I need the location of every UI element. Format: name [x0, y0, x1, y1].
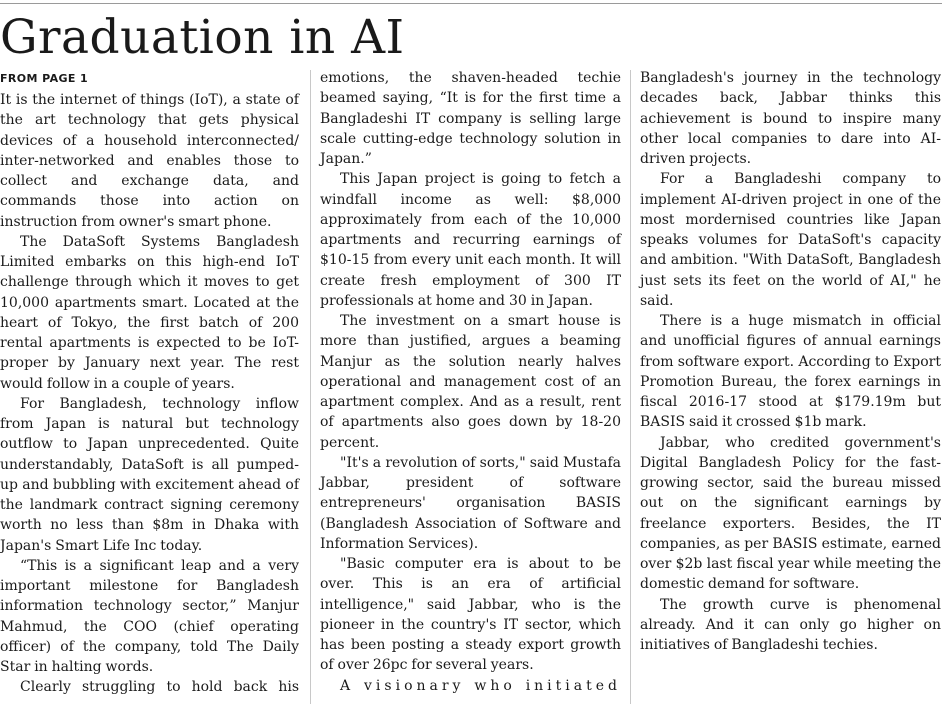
paragraph: emotions, the shaven-headed techie beamed saying, “It is for the first time a Bangladeshi IT company is selling large scale cutting-edge technology solution in Japan.”: [320, 70, 621, 167]
column-2: [320, 68, 621, 696]
jump-label: FROM PAGE 1: [0, 72, 89, 85]
paragraph: The DataSoft Systems Bangladesh Limited embarks on this high-end IoT challenge through which it moves to get 10,000 apartments smart. Located at the heart of Tokyo, the first batch of 200 rental apartments is expected to be IoT-proper by January next year. The rest would follow in a couple of years.: [0, 233, 299, 392]
paragraph: It is the internet of things (IoT), a state of the art technology that gets physical devices of a household interconnected/ inter-networked and enables those to collect and exchange data, and commands those into action on instruction from owner's smart phone.: [0, 92, 299, 230]
paragraph: A visionary who initiated: [340, 677, 621, 694]
paragraph: Clearly struggling to hold back his: [20, 679, 299, 696]
paragraph: Jabbar, who credited government's Digital Bangladesh Policy for the fast-growing sector, said the bureau missed out on the significant earnings by freelance exporters. Besides, the IT companies, as per BASIS estimate, earned over $2b last fiscal year while meeting the domestic demand for software.: [640, 434, 941, 593]
paragraph: The growth curve is phenomenal already. And it can only go higher on initiatives of Bangladeshi techies.: [640, 596, 941, 653]
paragraph: "It's a revolution of sorts," said Mustafa Jabbar, president of software entrepreneurs' organisation BASIS (Bangladesh Association of Software and Information Services).: [320, 454, 621, 552]
paragraph: “This is a significant leap and a very important milestone for Bangladesh information technology sector,” Manjur Mahmud, the COO (chief operating officer) of the company, told The Daily Star in halting words.: [0, 557, 299, 675]
column-divider-1: [310, 70, 311, 704]
paragraph: For a Bangladeshi company to implement AI-driven project in one of the most mordernised countries like Japan speaks volumes for DataSoft's capacity and ambition. "With DataSoft, Bangladesh just sets its feet on the world of AI," he said.: [640, 171, 941, 309]
column-3: [640, 68, 941, 655]
paragraph: "Basic computer era is about to be over. This is an era of artificial intelligence," said Jabbar, who is the pioneer in the country's IT sector, which has been posting a steady export growth of over 26pc for several years.: [320, 556, 621, 674]
paragraph: The investment on a smart house is more than justified, argues a beaming Manjur as the solution nearly halves operational and management cost of an apartment complex. And as a result, rent of apartments also goes down by 18-20 percent.: [320, 313, 621, 451]
paragraph: This Japan project is going to fetch a windfall income as well: $8,000 approximately from each of the 10,000 apartments and recurring earnings of $10-15 from every unit each month. It will create fresh employment of 300 IT professionals at home and 30 in Japan.: [320, 171, 621, 309]
paragraph: Bangladesh's journey in the technology decades back, Jabbar thinks this achievement is bound to inspire many other local companies to dare into AI-driven projects.: [640, 70, 941, 167]
paragraph: For Bangladesh, technology inflow from Japan is natural but technology outflow to Japan unprecedented. Quite understandably, DataSoft is all pumped-up and bubbling with excitement ahead of the landmark contract signing ceremony worth no less than $8m in Dhaka with Japan's Smart Life Inc today.: [0, 395, 299, 554]
column-divider-2: [630, 70, 631, 704]
headline: Graduation in AI: [0, 10, 405, 65]
top-rule: [0, 3, 942, 4]
paragraph: There is a huge mismatch in official and unofficial figures of annual earnings from software export. According to Export Promotion Bureau, the forex earnings in fiscal 2016-17 stood at $179.19m but BASIS said it crossed $1b mark.: [640, 313, 941, 431]
column-1: [0, 68, 299, 698]
